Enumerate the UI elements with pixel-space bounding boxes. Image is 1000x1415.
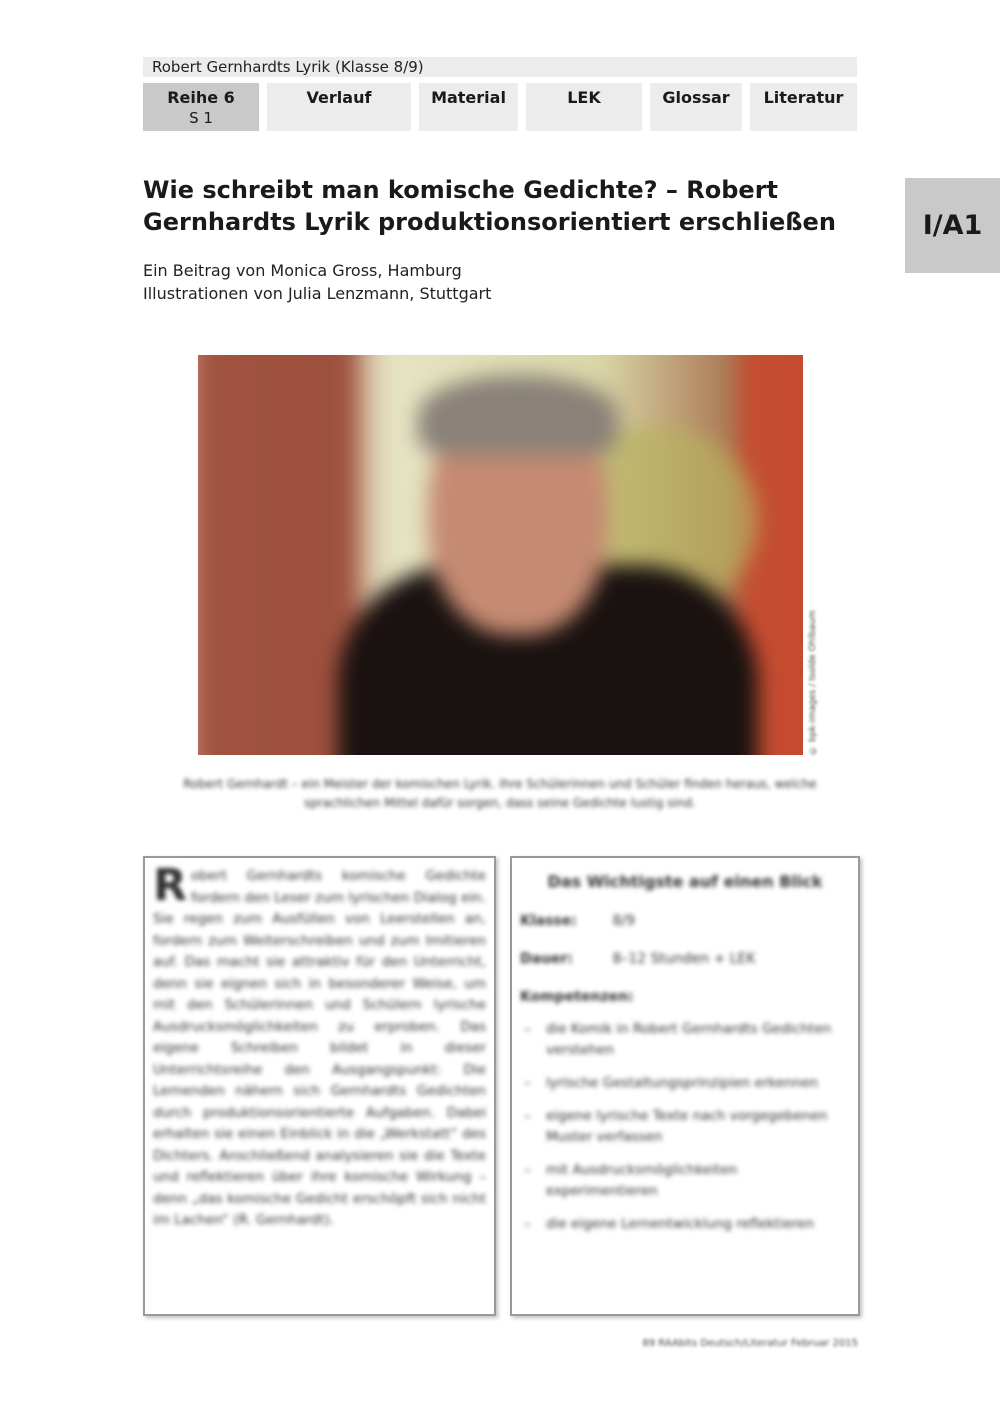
- photo-caption: Robert Gernhardt – ein Meister der komischen Lyrik. Ihre Schülerinnen und Schüler finden heraus, welche sprachlichen Mittel dafür sorgen, dass seine Gedichte lustig sind.: [183, 777, 817, 810]
- tab-reihe-label: Reihe 6: [167, 88, 235, 107]
- info-duration-row: [520, 951, 850, 967]
- tab-glossar[interactable]: [650, 83, 742, 131]
- section-side-tab: [905, 178, 1000, 273]
- tab-verlauf-label: Verlauf: [306, 88, 372, 107]
- competence-item: – lyrische Gestaltungsprinzipien erkennen: [520, 1073, 850, 1094]
- section-side-tab-label: I/A1: [922, 210, 983, 241]
- author-portrait-photo: [198, 355, 803, 755]
- tab-reihe[interactable]: [143, 83, 259, 131]
- info-class-row: [520, 913, 850, 929]
- info-box: [510, 856, 860, 1316]
- series-title: Robert Gernhardts Lyrik (Klasse 8/9): [152, 58, 424, 76]
- competence-item: – eigene lyrische Texte nach vorgegebenen Muster verfassen: [520, 1106, 850, 1148]
- byline: [143, 259, 491, 305]
- competence-item: – die eigene Lernentwicklung reflektieren: [520, 1214, 850, 1235]
- series-header: [143, 57, 857, 77]
- tab-material[interactable]: [419, 83, 518, 131]
- info-duration-value: 8–12 Stunden + LEK: [612, 951, 756, 967]
- tab-lek-label: LEK: [567, 88, 601, 107]
- tab-reihe-page: S 1: [189, 109, 213, 127]
- intro-paragraph: [153, 860, 486, 1232]
- info-class-value: 8/9: [612, 913, 635, 929]
- info-competences-label: Kompetenzen:: [520, 989, 634, 1005]
- tab-material-label: Material: [431, 88, 506, 107]
- tab-lek[interactable]: [526, 83, 642, 131]
- photo-credit: © bpk-images / Isolde Ohlbaum: [808, 610, 818, 755]
- competence-item: – mit Ausdrucksmöglichkeiten experimentieren: [520, 1160, 850, 1202]
- info-class-label: Klasse:: [520, 913, 577, 929]
- competence-list: [520, 1019, 850, 1235]
- photo-blurred-content: [198, 355, 803, 755]
- intro-text: obert Gernhardts komische Gedichte fordern den Leser zum lyrischen Dialog ein. Sie regen zum Ausfüllen von Leerstellen an, fordern zum Weiterschreiben und zum Imitieren auf. Das macht sie attraktiv für den Unterricht, denn sie eignen sich in besonderer Weise, um mit den Schülerinnen und Schülern lyrische Ausdrucksmöglichkeiten zu erproben. Das eigene Schreiben bildet in dieser Unterrichtsreihe den Ausgangspunkt: Die Lernenden nähern sich Gernhardts Gedichten durch produktionsorientierte Aufgaben. Dabei erhalten sie einen Einblick in die „Werkstatt“ des Dichters. Anschließend analysieren sie die Texte und reflektieren über ihre komische Wirkung – denn „das komische Gedicht erschöpft sich nicht im Lachen“ (R. Gernhardt).: [153, 868, 486, 1228]
- tab-literatur-label: Literatur: [763, 88, 844, 107]
- tab-verlauf[interactable]: [267, 83, 411, 131]
- info-box-title: Das Wichtigste auf einen Blick: [547, 872, 823, 891]
- footer-source: 89 RAAbits Deutsch/Literatur Februar 2015: [642, 1338, 858, 1349]
- tab-literatur[interactable]: [750, 83, 857, 131]
- article-title: Wie schreibt man komische Gedichte? – Robert Gernhardts Lyrik produktionsorientiert erschließen: [143, 176, 836, 236]
- info-content: [520, 872, 850, 1247]
- info-duration-label: Dauer:: [520, 951, 574, 967]
- competence-item: – die Komik in Robert Gernhardts Gedichten verstehen: [520, 1019, 850, 1061]
- author-line: Ein Beitrag von Monica Gross, Hamburg: [143, 261, 462, 280]
- tab-glossar-label: Glossar: [662, 88, 730, 107]
- intro-box: [143, 856, 496, 1316]
- illustrator-line: Illustrationen von Julia Lenzmann, Stuttgart: [143, 284, 492, 303]
- intro-dropcap: R: [153, 860, 187, 911]
